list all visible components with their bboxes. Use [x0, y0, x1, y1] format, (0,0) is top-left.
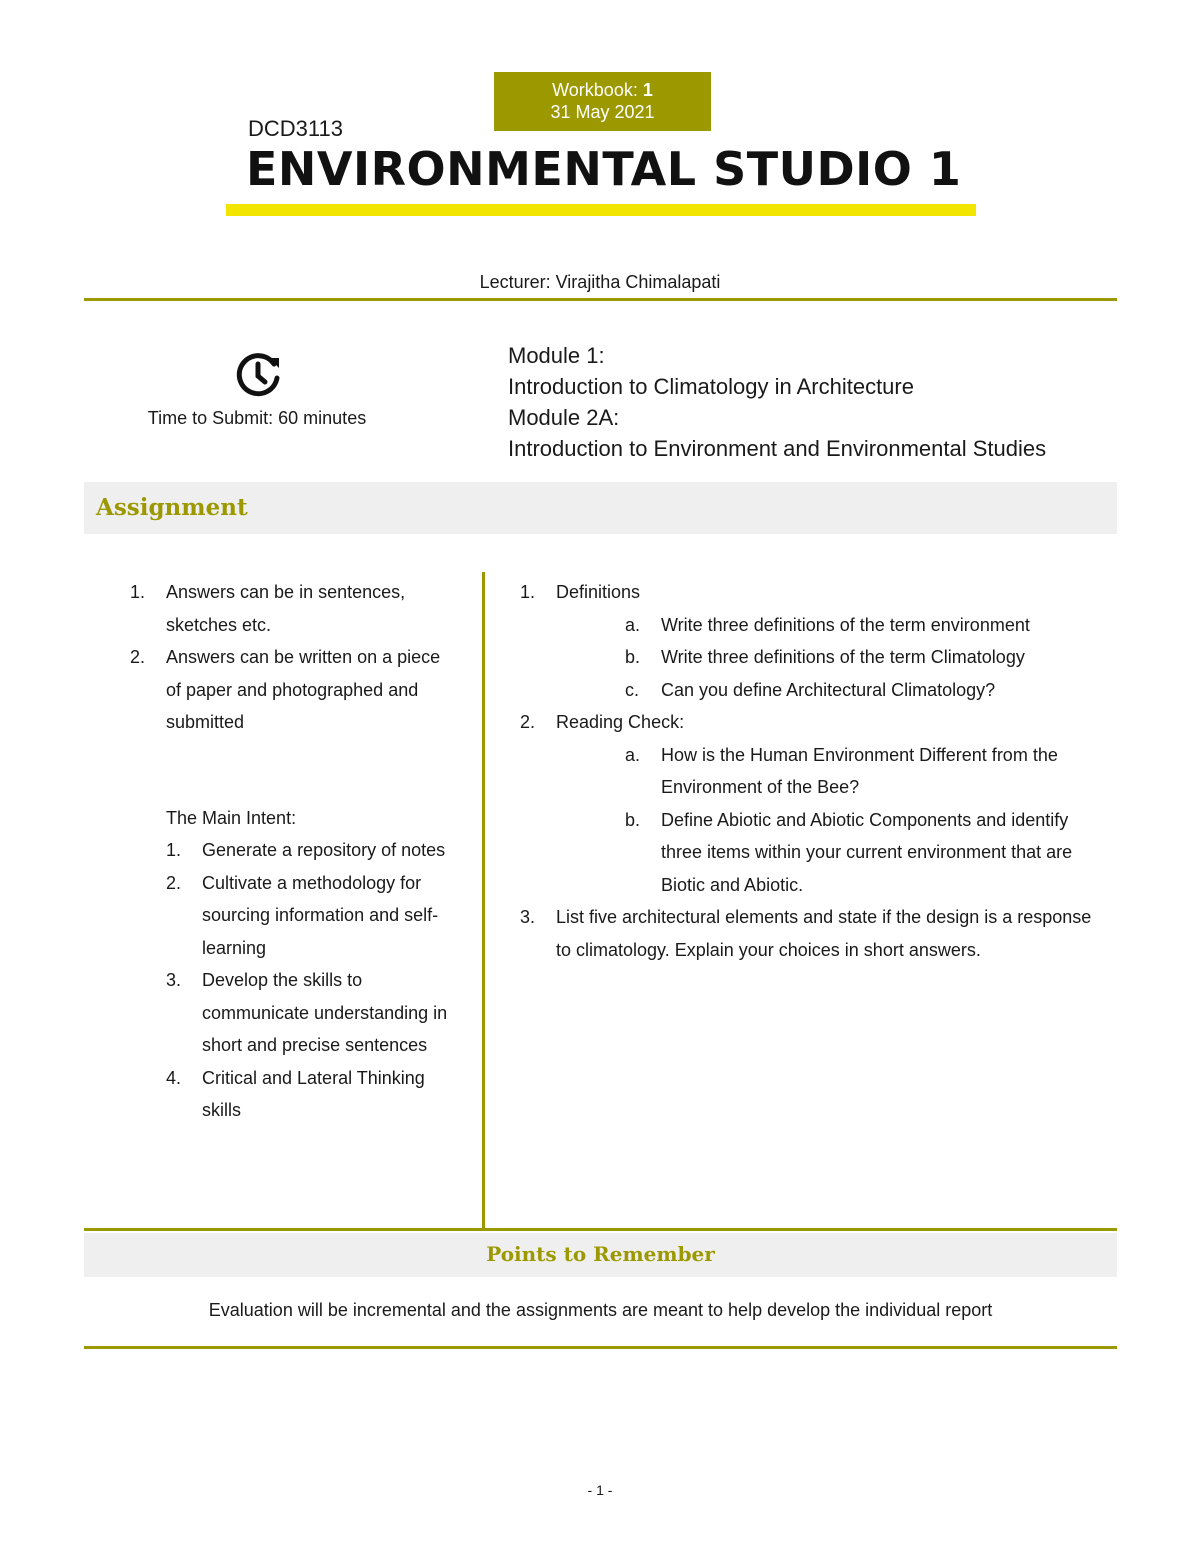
workbook-number: 1: [642, 80, 653, 100]
module-line: Introduction to Environment and Environmental Studies: [508, 436, 1047, 461]
title-underline: [226, 204, 976, 216]
page-number: - 1 -: [587, 1482, 613, 1498]
module-line: Module 1:: [508, 343, 605, 368]
task-item: 1. Definitions: [520, 582, 641, 602]
workbook-date: 31 May 2021: [550, 102, 655, 122]
time-to-submit: Time to Submit: 60 minutes: [147, 408, 367, 428]
workbook-line: [494, 79, 711, 101]
assignment-heading: Assignment: [96, 494, 248, 521]
subtask-item: a. How is the Human Environment Different from the Environment of the Bee?: [625, 744, 1058, 797]
task-item: 3. List five architectural elements and state if the design is a response to climatology. Explain your choices in short answers.: [520, 907, 1092, 960]
subtask-item: b. Write three definitions of the term Climatology: [625, 647, 1025, 667]
workbook-label: Workbook:: [552, 80, 638, 100]
list-item: 1. Generate a repository of notes: [166, 840, 446, 860]
assignment-header: [84, 482, 1117, 534]
clock-icon: [234, 350, 282, 398]
list-item: 3. Develop the skills to communicate understanding in short and precise sentences: [166, 970, 448, 1055]
list-item: 1. Answers can be in sentences, sketches etc.: [130, 582, 406, 635]
remember-text: Evaluation will be incremental and the assignments are meant to help develop the individual report: [208, 1300, 993, 1320]
course-code: DCD3113: [248, 116, 343, 141]
remember-heading: Points to Remember: [486, 1242, 715, 1266]
subtask-item: c. Can you define Architectural Climatology?: [625, 679, 996, 700]
modules-block: [508, 340, 1046, 464]
divider-bottom: [84, 1346, 1117, 1349]
subtask-item: a. Write three definitions of the term environment: [625, 614, 1030, 635]
column-divider: [482, 572, 485, 1230]
tasks-list: [520, 576, 1110, 966]
module-line: Module 2A:: [508, 405, 620, 430]
remember-header: [84, 1233, 1117, 1277]
divider-remember-top: [84, 1228, 1117, 1231]
lecturer-name: Lecturer: Virajitha Chimalapati: [479, 272, 721, 292]
intent-title: The Main Intent:: [166, 808, 297, 828]
list-item: 2. Answers can be written on a piece of paper and photographed and submitted: [130, 647, 441, 732]
divider-top: [84, 298, 1117, 301]
intent-list: [166, 834, 456, 1127]
list-item: 4. Critical and Lateral Thinking skills: [166, 1067, 425, 1120]
list-item: 2. Cultivate a methodology for sourcing information and self-learning: [166, 872, 439, 958]
module-line: Introduction to Climatology in Architecture: [508, 374, 914, 399]
page-title: ENVIRONMENTAL STUDIO 1: [246, 142, 962, 196]
task-item: 2. Reading Check:: [520, 712, 685, 732]
subtask-item: b. Define Abiotic and Abiotic Components and identify three items within your current environment that are Biotic and Abiotic.: [625, 809, 1073, 895]
instructions-list: [130, 576, 460, 739]
workbook-badge: [494, 72, 711, 131]
